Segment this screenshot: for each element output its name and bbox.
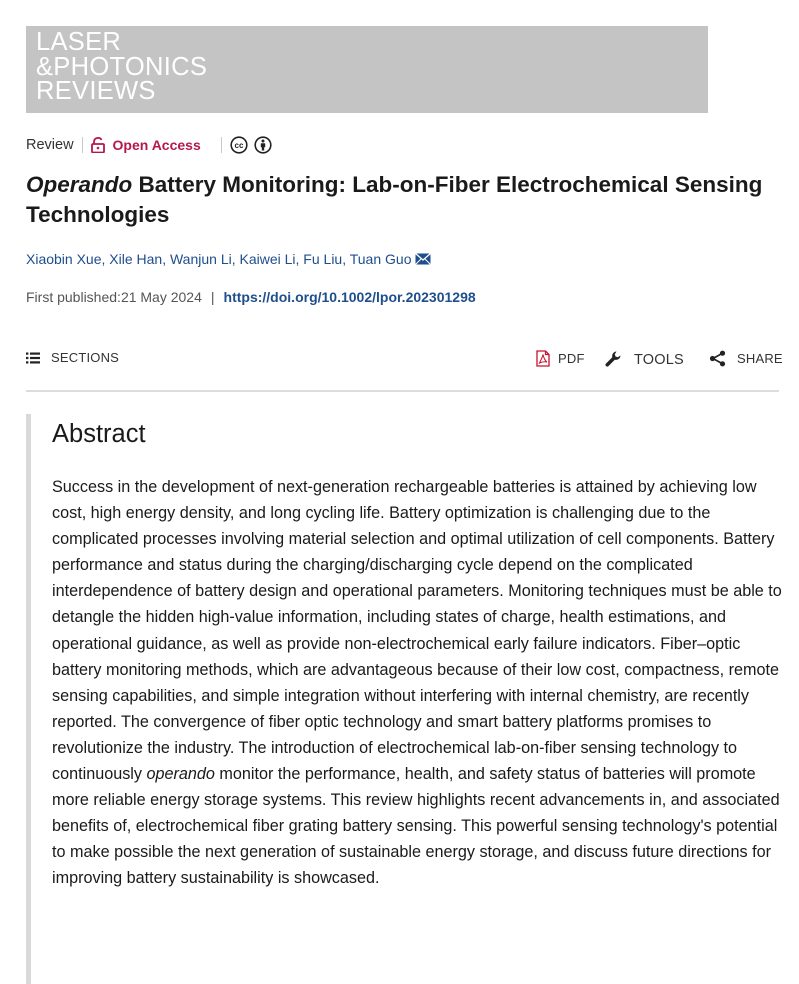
first-published-date: 21 May 2024 [120, 289, 202, 305]
sections-button[interactable] [26, 350, 119, 365]
article-title [26, 170, 786, 230]
meta-separator [221, 137, 222, 153]
journal-logo [36, 30, 207, 104]
abstract-heading: Abstract [52, 420, 146, 448]
envelope-icon[interactable] [415, 253, 431, 265]
pdf-label: PDF [558, 351, 585, 366]
list-icon [26, 352, 40, 364]
journal-logo-line-1: LASER [36, 28, 122, 56]
journal-logo-line-3: REVIEWS [36, 77, 156, 105]
open-access-badge [91, 137, 201, 153]
journal-logo-line-2: &PHOTONICS [36, 52, 208, 81]
open-access-label: Open Access [112, 137, 201, 153]
wrench-icon [604, 350, 623, 369]
article-title-rest: Battery Monitoring: Lab-on-Fiber Electrochemical Sensing Technologies [26, 172, 763, 227]
tools-label: TOOLS [634, 351, 684, 368]
abstract-side-bar [26, 414, 31, 984]
share-button[interactable] [709, 350, 783, 367]
meta-separator [82, 137, 83, 153]
share-label: SHARE [737, 351, 783, 366]
article-type: Review [26, 137, 74, 153]
author-list [26, 251, 431, 267]
creative-commons-icon[interactable] [230, 136, 248, 154]
pubinfo-separator: | [210, 289, 215, 305]
tools-button[interactable] [604, 350, 684, 369]
first-published-label: First published: [26, 289, 121, 305]
abstract-text [52, 474, 792, 892]
attribution-icon[interactable] [254, 136, 272, 154]
svg-text:cc: cc [234, 141, 244, 151]
abstract-text-italic: operando [146, 765, 215, 784]
abstract-text-part-2: monitor the performance, health, and safety status of batteries will promote more reliable energy storage systems. This review highlights recent advancements in, and associated benefits of, electrochemical fiber grating battery sensing. This powerful sensing technology's potential to make possible the next generation of sustainable energy storage, and discuss future directions for improving battery sustainability is showcased. [52, 765, 780, 888]
abstract-text-part-1: Success in the development of next-generation rechargeable batteries is attained by achieving low cost, high energy density, and long cycling life. Battery optimization is challenging due to the complicated processes involving material selection and optimal utilization of cell components. Battery performance and status during the charging/discharging cycle depend on the complicated interdependence of battery design and operational parameters. Monitoring techniques must be able to detangle the hidden high-value information, including states of charge, health estimations, and operational guidance, as well as provide non-electrochemical early failure indicators. Fiber–optic battery monitoring methods, which are advantageous because of their low cost, compactness, remote sensing capabilities, and simple integration without interfering with internal chemistry, are recently reported. The convergence of fiber optic technology and smart battery platforms promises to revolutionize the industry. The introduction of electrochemical lab-on-fiber sensing technology to continuously [52, 478, 782, 784]
share-icon [709, 350, 726, 367]
pdf-file-icon [536, 350, 550, 367]
toolbar-divider [26, 390, 779, 392]
journal-banner[interactable] [26, 26, 708, 113]
unlocked-padlock-icon [91, 137, 105, 153]
author-names-link[interactable]: Xiaobin Xue, Xile Han, Wanjun Li, Kaiwei Li, Fu Liu, Tuan Guo [26, 251, 412, 267]
publication-info [26, 289, 476, 305]
doi-link[interactable]: https://doi.org/10.1002/lpor.202301298 [223, 289, 476, 305]
pdf-button[interactable] [536, 350, 585, 367]
article-title-italic: Operando [26, 172, 133, 197]
article-toolbar [26, 350, 783, 372]
article-meta-row [26, 134, 278, 156]
sections-label: SECTIONS [51, 350, 120, 365]
